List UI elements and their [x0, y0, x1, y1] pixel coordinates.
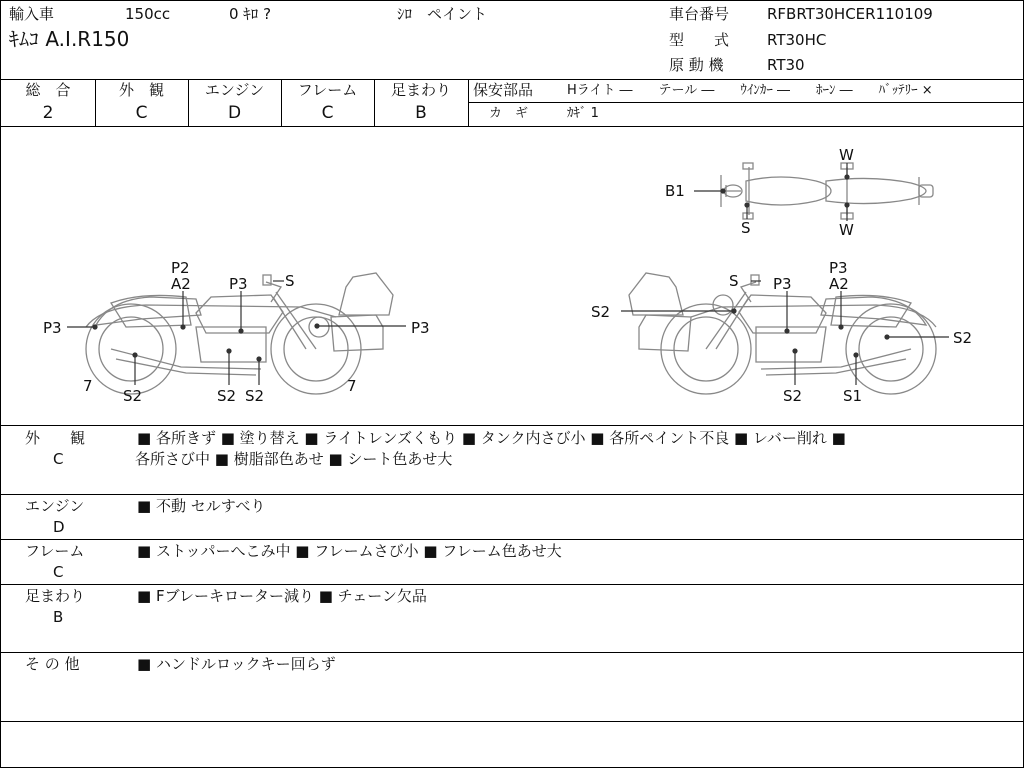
label-s2-right-box: S2: [591, 303, 611, 321]
remark-grade-engine: D: [53, 518, 65, 536]
label-a2: A2: [171, 275, 191, 293]
label-s-top: S: [741, 219, 751, 237]
import-label: 輸入車: [9, 5, 55, 23]
label-a2-right: A2: [829, 275, 849, 293]
remark-label-engine: エンジン: [25, 497, 85, 515]
remark-grade-suspension: B: [53, 608, 64, 626]
exterior-value: C: [135, 103, 148, 123]
remark-grade-frame: C: [53, 563, 64, 581]
label-p3-right-tank: P3: [773, 275, 792, 293]
label-w-top: W: [839, 146, 854, 164]
paint-info: ｼﾛ ペイント: [397, 5, 488, 23]
remark-label-exterior: 外 観: [25, 429, 86, 447]
type-value: RT30HC: [767, 31, 827, 49]
divider: [1, 652, 1023, 653]
remark-grade-exterior: C: [53, 450, 64, 468]
suspension-label: 足まわり: [390, 81, 451, 99]
overall-value: 2: [42, 103, 54, 123]
remark-text-suspension: ■ Fブレーキローター減り ■ チェーン欠品: [137, 587, 427, 605]
label-p3-left-rear: P3: [43, 319, 62, 337]
key-value: ｶｷﾞ 1: [567, 106, 599, 121]
overall-label: 総 合: [25, 81, 71, 99]
engine-label: 原 動 機: [669, 56, 724, 74]
type-label: 型 式: [669, 31, 730, 49]
label-p3-right: P3: [829, 259, 848, 277]
chassis-value: RFBRT30HCER110109: [767, 5, 933, 23]
label-s2-right-bottom: S2: [783, 387, 803, 405]
remark-label-frame: フレーム: [25, 542, 85, 560]
damage-diagram: [1, 127, 1023, 425]
remark-text-exterior-1: ■ 各所きず ■ 塗り替え ■ ライトレンズくもり ■ タンク内さび小 ■ 各所ペイント不良 ■ レバー削れ ■: [137, 429, 846, 447]
engine-grade-label: エンジン: [204, 81, 265, 99]
divider: [1, 79, 1023, 80]
label-7-left: 7: [83, 377, 93, 395]
divider: [1, 721, 1023, 722]
safety-label: 保安部品: [473, 81, 534, 99]
remark-label-suspension: 足まわり: [25, 587, 86, 605]
frame-label: フレーム: [297, 81, 358, 99]
label-s-right-mirror: S: [729, 272, 739, 290]
label-s2-left-b: S2: [217, 387, 237, 405]
chassis-label: 車台番号: [669, 5, 730, 23]
label-7-right: 7: [347, 377, 357, 395]
remark-text-other: ■ ハンドルロックキー回らず: [137, 655, 336, 673]
displacement: 150cc: [125, 5, 171, 23]
label-p3-left-box: P3: [411, 319, 430, 337]
label-b1: B1: [665, 182, 685, 200]
engine-grade-value: D: [227, 103, 242, 123]
divider: [468, 79, 469, 126]
suspension-value: B: [415, 103, 427, 123]
label-s2-left-c: S2: [245, 387, 265, 405]
remark-text-exterior-2: 各所さび中 ■ 樹脂部色あせ ■ シート色あせ大: [135, 450, 453, 468]
remark-label-other: そ の 他: [25, 655, 80, 673]
label-s1-right: S1: [843, 387, 863, 405]
remark-text-engine: ■ 不動 セルすべり: [137, 497, 266, 515]
top-view-motorcycle-icon: [721, 163, 933, 219]
remark-text-frame: ■ ストッパーへこみ中 ■ フレームさび小 ■ フレーム色あせ大: [137, 542, 562, 560]
safety-items: Hライト ― テール ― ｳｲﾝｶｰ ― ﾎｰﾝ ― ﾊﾞｯﾃﾘｰ ×: [567, 83, 933, 98]
mileage: 0 ｷﾛ ?: [229, 5, 272, 23]
exterior-label: 外 観: [118, 81, 164, 99]
key-label: カ ギ: [489, 106, 529, 121]
divider: [1, 494, 1023, 495]
label-s2-left-a: S2: [123, 387, 143, 405]
frame-value: C: [321, 103, 334, 123]
engine-value: RT30: [767, 56, 805, 74]
label-s-left-mirror: S: [285, 272, 295, 290]
model-name: ｷﾑｺ A.I.R150: [9, 27, 130, 51]
label-p3-left-tank: P3: [229, 275, 248, 293]
divider: [1, 584, 1023, 585]
divider: [1, 539, 1023, 540]
divider: [1, 425, 1023, 426]
label-w-bottom: W: [839, 221, 854, 239]
label-s2-right-rear: S2: [953, 329, 973, 347]
label-p2: P2: [171, 259, 190, 277]
divider: [468, 102, 1023, 103]
